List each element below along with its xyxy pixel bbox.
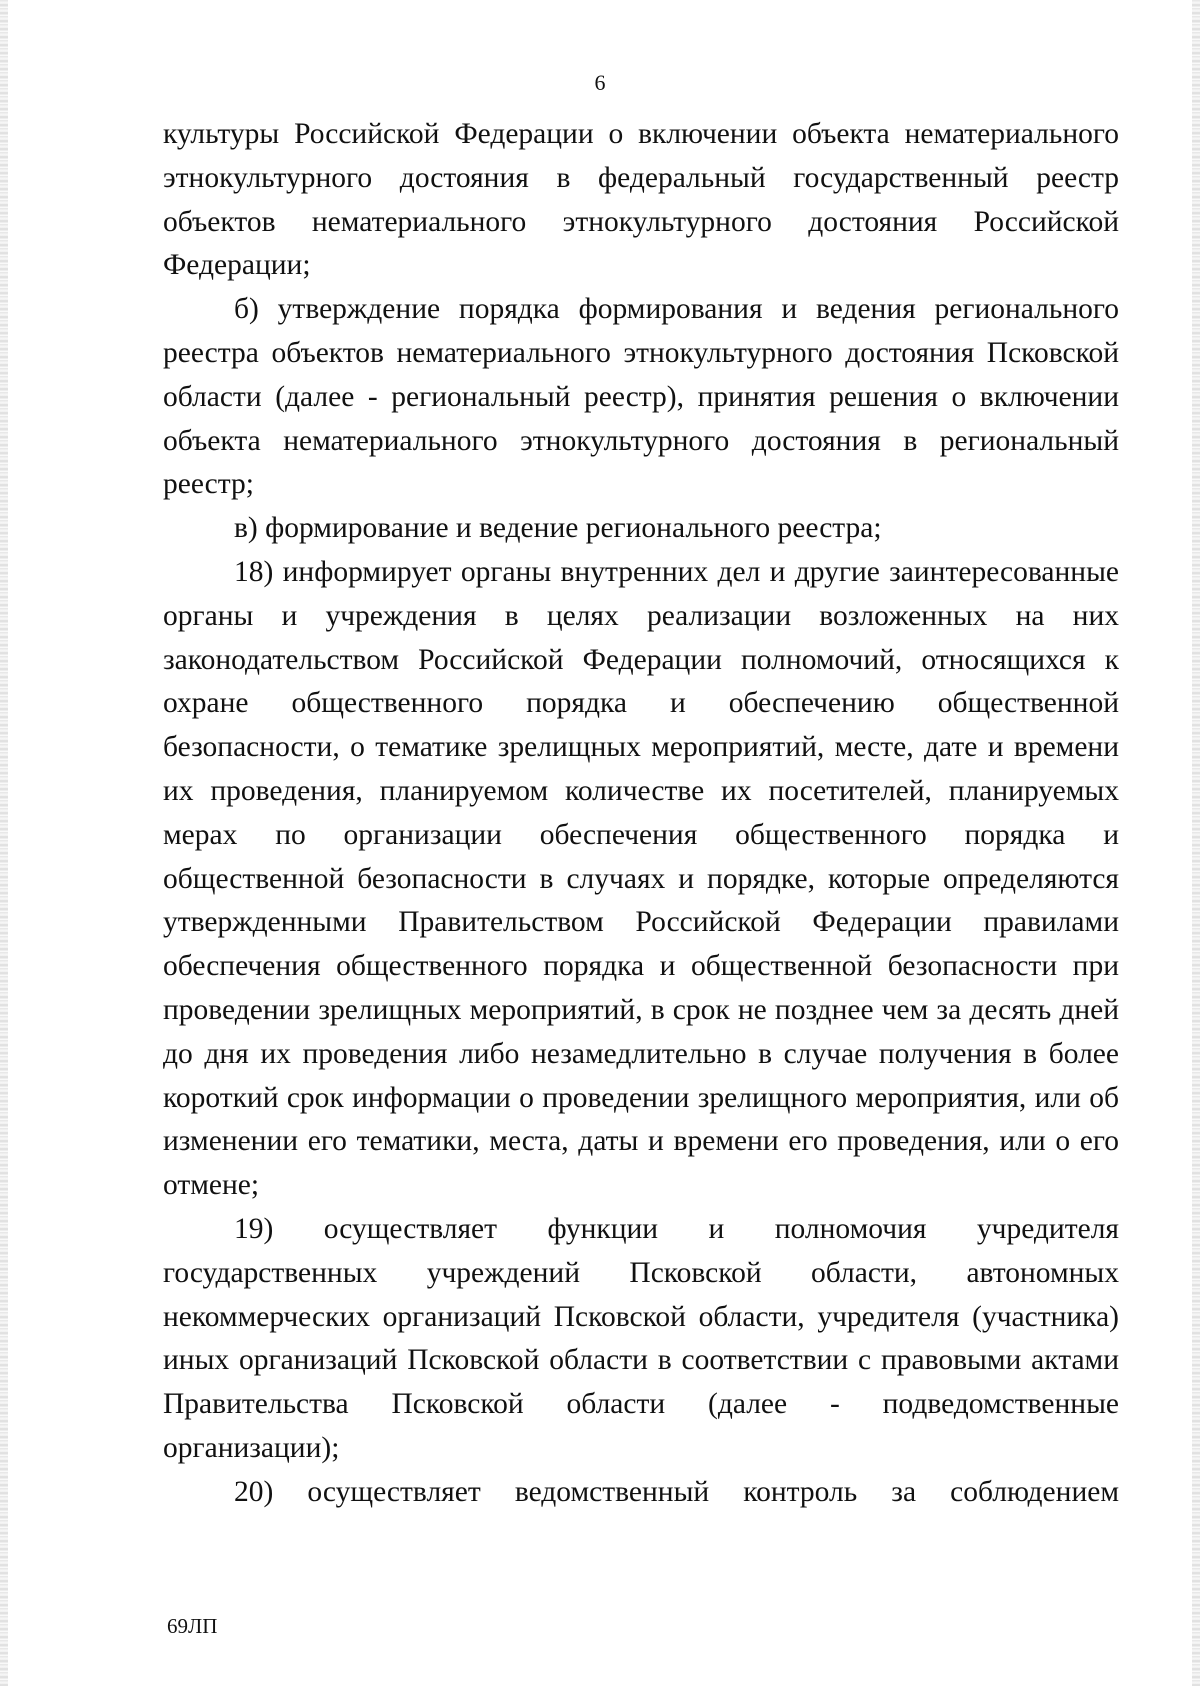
paragraph-continuation: культуры Российской Федерации о включении объекта нематериального этнокультурного достояния в федеральный государственный реестр объектов нематериального этнокультурного достояния Российской Федерации; — [163, 118, 1119, 282]
page-number: 6 — [594, 70, 606, 95]
scan-edge-left — [0, 0, 8, 1686]
paragraph-item-19: 19) осуществляет функции и полномочия учредителя государственных учреждений Псковской области, автономных некоммерческих организаций Псковской области, учредителя (участника) иных организаций Псковской области в соответствии с правовыми актами Правительства Псковской области (далее - подведомственные организации); — [163, 1212, 1119, 1464]
paragraph-item-b: б) утверждение порядка формирования и ведения регионального реестра объектов нематериального этнокультурного достояния Псковской области (далее - региональный реестр), принятия решения о включении объекта нематериального этнокультурного достояния в региональный реестр; — [163, 293, 1119, 501]
paragraph-item-v: в) формирование и ведение регионального реестра; — [234, 512, 882, 545]
paragraph-item-20: 20) осуществляет ведомственный контроль за соблюдением — [234, 1475, 1119, 1508]
document-code: 69ЛП — [167, 1614, 218, 1638]
scan-edge-right — [1192, 0, 1200, 1686]
document-body — [163, 113, 1119, 1515]
paragraph-item-18: 18) информирует органы внутренних дел и другие заинтересованные органы и учреждения в целях реализации возложенных на них законодательством Российской Федерации полномочий, относящихся к охране общественного порядка и обеспечению общественной безопасности, о тематике зрелищных мероприятий, месте, дате и времени их проведения, планируемом количестве их посетителей, планируемых мерах по организации обеспечения общественного порядка и общественной безопасности в случаях и порядке, которые определяются утвержденными Правительством Российской Федерации правилами обеспечения общественного порядка и общественной безопасности при проведении зрелищных мероприятий, в срок не позднее чем за десять дней до дня их проведения либо незамедлительно в случае получения в более короткий срок информации о проведении зрелищного мероприятия, или об изменении его тематики, места, даты и времени его проведения, или о его отмене; — [163, 555, 1119, 1202]
